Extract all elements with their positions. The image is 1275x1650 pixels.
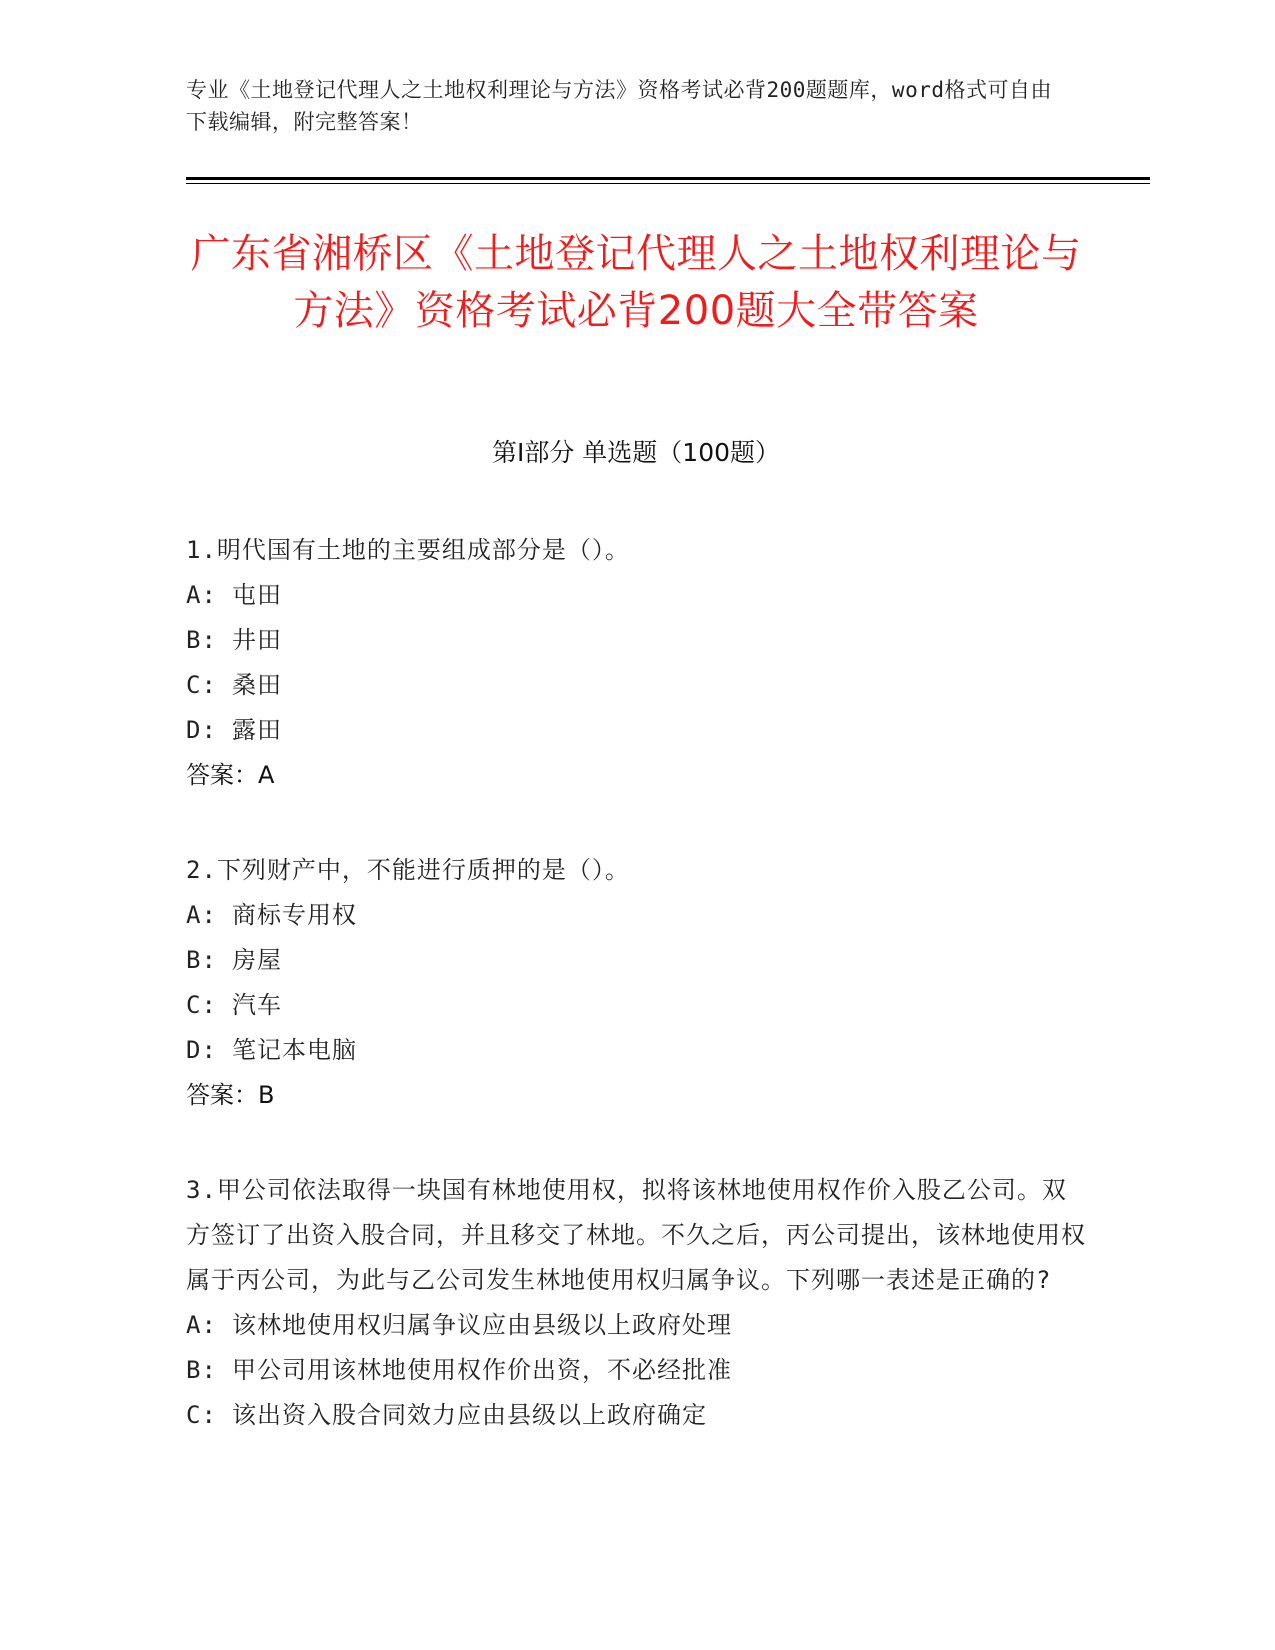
option-c — [186, 1393, 1086, 1438]
option-letter: B: — [186, 946, 217, 974]
option-d — [186, 708, 1086, 753]
question-list — [186, 528, 1086, 1488]
question-stem: 2.下列财产中，不能进行质押的是（）。 — [186, 856, 630, 884]
option-a — [186, 1303, 1086, 1348]
question-3 — [186, 1168, 1086, 1438]
header-note: 专业《土地登记代理人之土地权利理论与方法》资格考试必背200题题库，word格式可自由下载编辑，附完整答案！ — [186, 78, 1052, 134]
option-letter: B: — [186, 1356, 217, 1384]
answer-line: 答案：B — [186, 1081, 275, 1109]
option-text: 井田 — [232, 626, 282, 654]
option-b — [186, 938, 1086, 983]
option-text: 桑田 — [232, 671, 282, 699]
section-heading: 第Ⅰ部分 单选题（100题） — [491, 438, 781, 467]
option-letter: C: — [186, 671, 217, 699]
option-letter: D: — [186, 716, 217, 744]
option-b — [186, 1348, 1086, 1393]
option-text: 商标专用权 — [232, 901, 357, 929]
option-c — [186, 983, 1086, 1028]
option-text: 甲公司用该林地使用权作价出资，不必经批准 — [232, 1356, 732, 1384]
option-a — [186, 573, 1086, 618]
option-letter: A: — [186, 581, 217, 609]
option-b — [186, 618, 1086, 663]
option-text: 笔记本电脑 — [232, 1036, 357, 1064]
option-a — [186, 893, 1086, 938]
question-stem: 1.明代国有土地的主要组成部分是（）。 — [186, 536, 630, 564]
header-rule-thick — [186, 177, 1150, 180]
option-letter: B: — [186, 626, 217, 654]
option-text: 房屋 — [232, 946, 282, 974]
option-letter: C: — [186, 991, 217, 1019]
question-2 — [186, 848, 1086, 1118]
option-d — [186, 1028, 1086, 1073]
option-text: 屯田 — [232, 581, 282, 609]
option-letter: A: — [186, 901, 217, 929]
option-text: 该出资入股合同效力应由县级以上政府确定 — [232, 1401, 707, 1429]
option-letter: A: — [186, 1311, 217, 1339]
option-text: 汽车 — [232, 991, 282, 1019]
document-title: 广东省湘桥区《土地登记代理人之土地权利理论与方法》资格考试必背200题大全带答案 — [190, 231, 1082, 334]
header-rule-thin — [186, 183, 1150, 184]
option-text: 该林地使用权归属争议应由县级以上政府处理 — [232, 1311, 732, 1339]
question-1 — [186, 528, 1086, 798]
option-text: 露田 — [232, 716, 282, 744]
option-letter: D: — [186, 1036, 217, 1064]
option-letter: C: — [186, 1401, 217, 1429]
question-stem: 3.甲公司依法取得一块国有林地使用权，拟将该林地使用权作价入股乙公司。双方签订了出资入股合同，并且移交了林地。不久之后，丙公司提出，该林地使用权属于丙公司，为此与乙公司发生林地使用权归属争议。下列哪一表述是正确的? — [186, 1176, 1086, 1294]
option-c — [186, 663, 1086, 708]
answer-line: 答案：A — [186, 761, 275, 789]
